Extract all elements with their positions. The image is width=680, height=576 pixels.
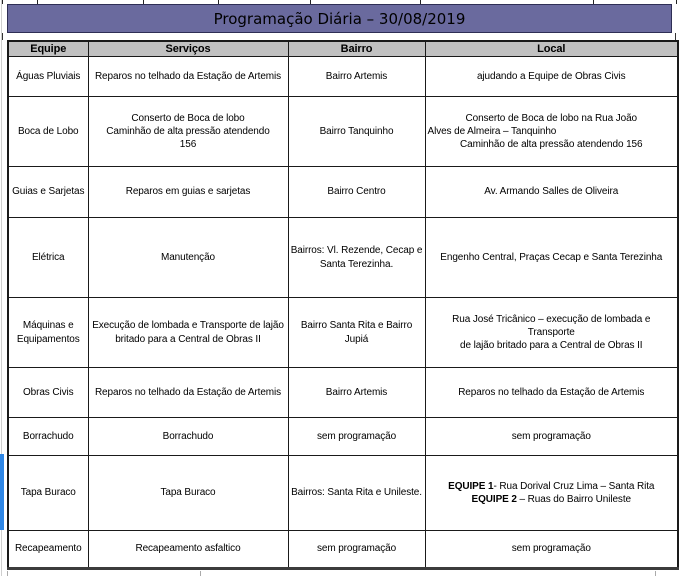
cell-local: ajudando a Equipe de Obras Civis [425,57,678,97]
page-title: Programação Diária – 30/08/2019 [213,9,466,28]
cell-servicos: Reparos em guias e sarjetas [88,167,288,218]
cell-equipe: Elétrica [8,218,88,298]
table-row [8,57,678,97]
title-banner [7,4,672,33]
column-header-servicos: Serviços [88,41,288,57]
table-row [8,167,678,218]
cell-equipe: Máquinas e Equipamentos [8,298,88,368]
cell-servicos: Recapeamento asfaltico [88,531,288,569]
column-header-local: Local [425,41,678,57]
table-row [8,531,678,569]
cell-bairro: Bairro Tanquinho [288,97,425,167]
cell-servicos: Reparos no telhado da Estação de Artemis [88,368,288,418]
cell-equipe: Boca de Lobo [8,97,88,167]
gap-gridline-right [675,33,676,40]
cell-equipe: Águas Pluviais [8,57,88,97]
gap-gridline-left [2,33,3,40]
row-selection-indicator [0,454,4,530]
cell-bairro: sem programação [288,531,425,569]
table-body [8,57,678,569]
cell-servicos: Reparos no telhado da Estação de Artemis [88,57,288,97]
header-row [8,41,678,57]
cell-local: Engenho Central, Praças Cecap e Santa Terezinha [425,218,678,298]
column-header-bairro: Bairro [288,41,425,57]
daily-schedule-table [7,40,679,570]
cell-bairro: sem programação [288,418,425,456]
cell-local: sem programação [425,418,678,456]
cell-bairro: Bairro Centro [288,167,425,218]
cell-bairro: Bairro Santa Rita e Bairro Jupiá [288,298,425,368]
table-row [8,298,678,368]
cell-servicos: Execução de lombada e Transporte de lajão britado para a Central de Obras II [88,298,288,368]
table-row [8,218,678,298]
cell-servicos: Manutenção [88,218,288,298]
cell-servicos: Conserto de Boca de lobo Caminhão de alta pressão atendendo 156 [88,97,288,167]
cell-equipe: Recapeamento [8,531,88,569]
cell-equipe: Tapa Buraco [8,456,88,531]
cell-bairro: Bairro Artemis [288,368,425,418]
column-header-equipe: Equipe [8,41,88,57]
cell-servicos: Borrachudo [88,418,288,456]
cell-local: Conserto de Boca de lobo na Rua João Alves de Almeira – Tanquinho Caminhão de alta pressão atendendo 156 [425,97,678,167]
table-row [8,418,678,456]
cell-equipe: Obras Civis [8,368,88,418]
cell-servicos: Tapa Buraco [88,456,288,531]
table-row [8,97,678,167]
table-row [8,368,678,418]
cell-equipe: Guias e Sarjetas [8,167,88,218]
cell-local: sem programação [425,531,678,569]
cell-local: Av. Armando Salles de Oliveira [425,167,678,218]
cell-local: Rua José Tricânico – execução de lombada e Transporte de lajão britado para a Central de Obras II [425,298,678,368]
cell-local: EQUIPE 1- Rua Dorival Cruz Lima – Santa Rita EQUIPE 2 – Ruas do Bairro Unileste [425,456,678,531]
cell-local: Reparos no telhado da Estação de Artemis [425,368,678,418]
table-row [8,456,678,531]
cell-equipe: Borrachudo [8,418,88,456]
cell-bairro: Bairro Artemis [288,57,425,97]
cell-bairro: Bairros: Santa Rita e Unileste. [288,456,425,531]
cell-bairro: Bairros: Vl. Rezende, Cecap e Santa Terezinha. [288,218,425,298]
